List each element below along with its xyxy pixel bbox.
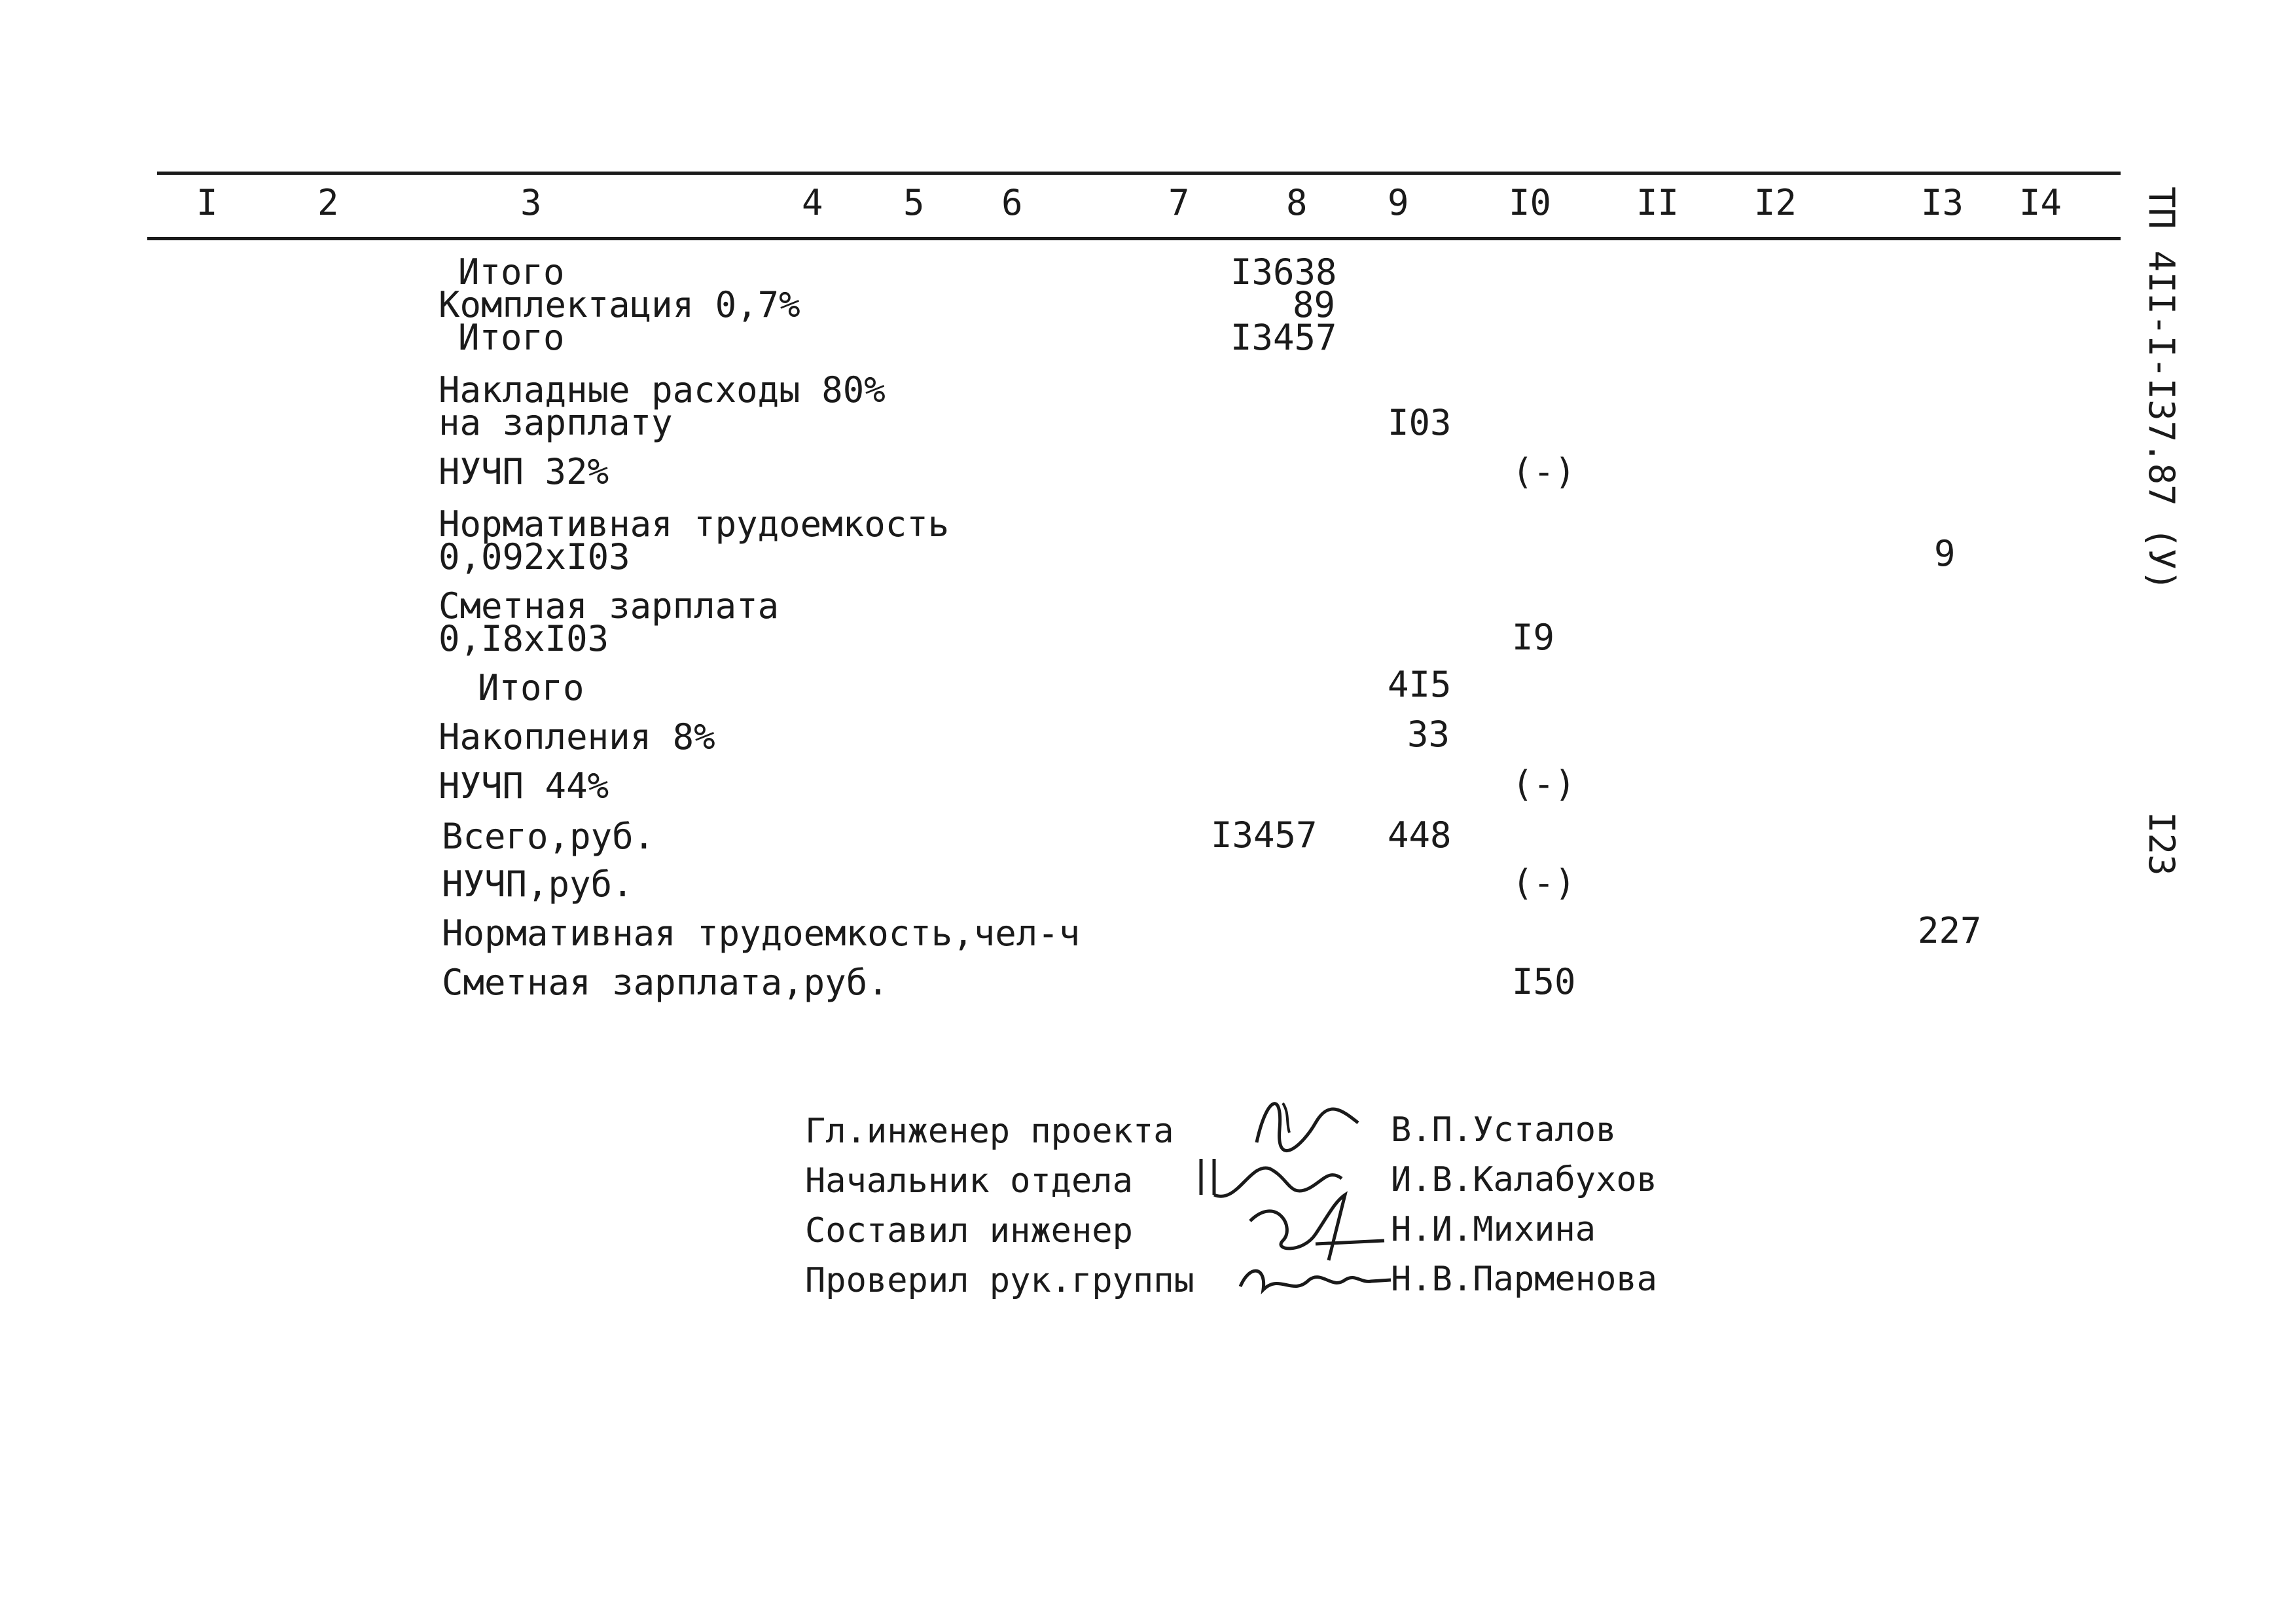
row-value-col9: 448 <box>1388 814 1452 856</box>
row-value-col9: I03 <box>1388 402 1452 443</box>
row-label: 0,092хI03 <box>439 536 630 577</box>
row-value-col10: (-) <box>1512 763 1576 805</box>
row-label: Комплектация 0,7% <box>439 284 800 325</box>
row-value-col13: 9 <box>1934 533 1956 574</box>
row-value-col8: I3457 <box>1230 317 1337 358</box>
row-value-col10: (-) <box>1512 862 1576 903</box>
header-top-rule <box>157 172 2121 175</box>
column-header-14: I4 <box>2019 182 2062 223</box>
row-value-col10: I9 <box>1512 617 1555 658</box>
signature-role: Проверил рук.группы <box>805 1261 1194 1300</box>
row-label: 0,I8хI03 <box>439 618 609 659</box>
row-label: НУЧП 44% <box>439 765 609 807</box>
row-label: Итого <box>458 317 565 358</box>
signature-name: В.П.Усталов <box>1391 1110 1617 1150</box>
signature-role: Гл.инженер проекта <box>805 1112 1174 1151</box>
row-label: на зарплату <box>439 402 673 443</box>
column-header-7: 7 <box>1168 182 1190 223</box>
row-value-col9: 4I5 <box>1388 664 1452 705</box>
row-label: НУЧП,руб. <box>442 864 634 905</box>
row-value-col8: I3457 <box>1211 814 1318 856</box>
signature-name: Н.В.Парменова <box>1391 1260 1657 1299</box>
row-label: Сметная зарплата <box>439 585 780 627</box>
column-header-11: II <box>1636 182 1679 223</box>
row-label: Всего,руб. <box>442 816 655 857</box>
row-value-col13: 227 <box>1918 910 1982 951</box>
header-bottom-rule <box>147 237 2121 240</box>
column-header-12: I2 <box>1754 182 1797 223</box>
row-value-col8: I3638 <box>1230 251 1337 293</box>
column-header-6: 6 <box>1001 182 1023 223</box>
row-value-col10: (-) <box>1512 451 1576 492</box>
row-label: Нормативная трудоемкость <box>439 503 950 545</box>
page-number: I23 <box>2141 812 2182 876</box>
column-header-3: 3 <box>520 182 542 223</box>
row-label: Накопления 8% <box>439 716 715 757</box>
document-code: ТП 4II-I-I37.87 (У) <box>2141 187 2182 591</box>
row-label: НУЧП 32% <box>439 451 609 492</box>
column-header-5: 5 <box>903 182 925 223</box>
column-header-8: 8 <box>1286 182 1308 223</box>
signature-name: Н.И.Михина <box>1391 1210 1596 1249</box>
row-label: Накладные расходы 80% <box>439 369 886 410</box>
column-header-9: 9 <box>1388 182 1409 223</box>
column-header-4: 4 <box>802 182 823 223</box>
handwritten-signature-4 <box>1230 1254 1394 1306</box>
row-label: Нормативная трудоемкость,чел-ч <box>442 913 1081 954</box>
column-header-13: I3 <box>1921 182 1964 223</box>
row-label: Итого <box>478 667 584 708</box>
row-value-col8: 89 <box>1293 284 1336 325</box>
row-label: Сметная зарплата,руб. <box>442 962 889 1003</box>
row-value-col10: I50 <box>1512 961 1576 1002</box>
signature-role: Составил инженер <box>805 1211 1133 1250</box>
column-header-10: I0 <box>1509 182 1552 223</box>
column-header-1: I <box>196 182 218 223</box>
signature-role: Начальник отдела <box>805 1161 1133 1201</box>
column-header-2: 2 <box>317 182 339 223</box>
row-label: Итого <box>458 251 565 293</box>
signature-name: И.В.Калабухов <box>1391 1160 1657 1199</box>
row-value-col9: 33 <box>1407 714 1450 755</box>
